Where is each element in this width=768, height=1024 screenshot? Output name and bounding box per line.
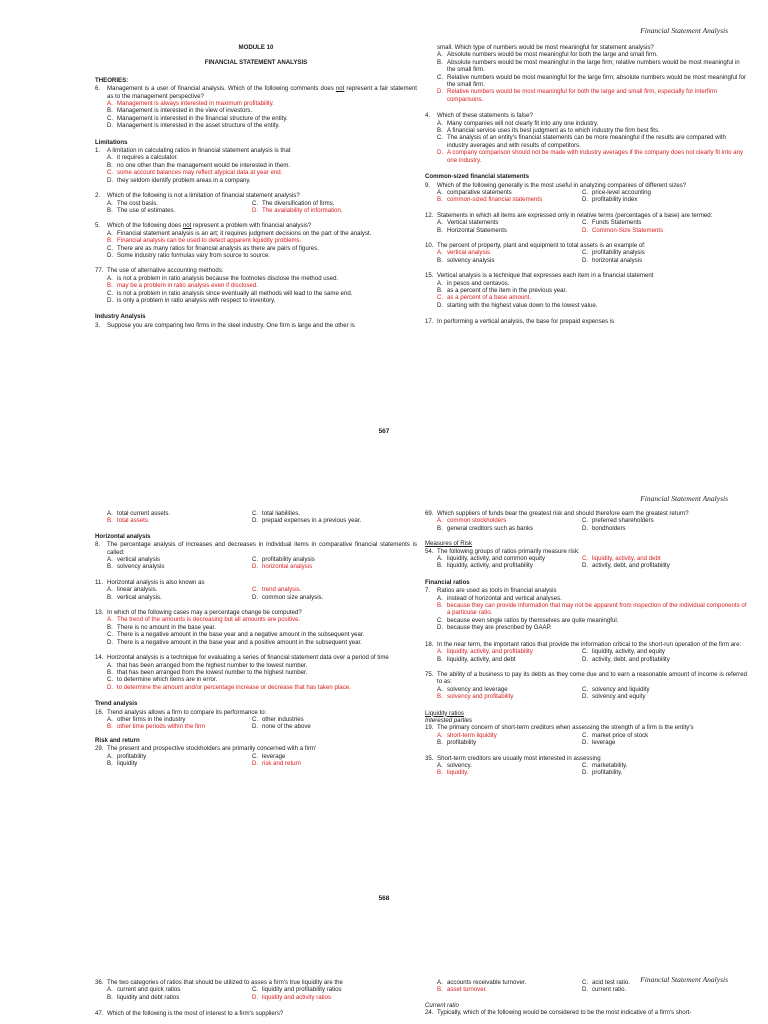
option-a: A. Absolute numbers would be most meaningful for both the large and small firm. xyxy=(437,51,658,59)
option-b: B. Financial analysis can be used to detect apparent liquidity problems. xyxy=(107,237,302,245)
options-grid: A. accounts receivable turnover. C. acid test ratio. B. asset turnover. D. current ratio. xyxy=(437,979,630,994)
left-column xyxy=(95,510,417,767)
question-24: 24. Typically, which of the following would be considered to be the most indicative of a firm's short- xyxy=(425,1009,692,1017)
option-c: C. as a percent of a base amount. xyxy=(437,294,532,302)
question-29: 29. The present and prospective stockholders are primarily concerned with a firm' xyxy=(95,745,317,753)
question-5: 5. Which of the following does not represent a problem with financial analysis? xyxy=(95,222,312,230)
options-grid: A. total current assets. C. total liabilities. B. total assets. D. prepaid expenses in a previous year. xyxy=(107,510,362,525)
question-12: 12. Statements in which all items are expressed only in relative terms (percentages of a base) are termed: xyxy=(425,211,713,219)
question-14: 14. Horizontal analysis is a technique for evaluating a series of financial statement data over a period of time xyxy=(95,654,389,662)
option-a: A. that has been arranged from the highest number to the lowest number. xyxy=(107,661,308,669)
question-17: 17. In performing a vertical analysis, the base for prepaid expenses is xyxy=(425,318,615,326)
running-header: Financial Statement Analysis xyxy=(640,975,728,984)
options-grid: A. linear analysis. C. trend analysis. B. vertical analysis. D. common size analysis. xyxy=(107,586,324,601)
section-heading: Limitations xyxy=(95,138,128,146)
options-grid: A. vertical analysis C. profitability analysis B. solvency analysis D. horizontal analysis xyxy=(437,249,645,264)
question-54: 54. The following groups of ratios primarily measure risk: xyxy=(425,547,580,555)
options-grid: A. comparative statements C. price-level accounting B. common-sized financial statements D. profitability index xyxy=(437,188,651,204)
option-d: D. Relative numbers would be most meaningful for both the large and small firm, especially for interfirm comparisons. xyxy=(437,88,717,103)
option-c: C. to determine which items are in error. xyxy=(107,676,218,684)
option-c: C. There are as many ratios for financial analysis as there are pairs of figures. xyxy=(107,244,319,252)
option-c: C. some account balances may reflect atypical data at year end. xyxy=(107,169,283,177)
question-6: 6. Management is a user of financial analysis. Which of the following comments does not represent a fair statement as to the management perspective? xyxy=(95,85,417,100)
options-grid: A. short-term liquidity C. market price of stock B. profitability D. leverage xyxy=(437,731,649,747)
option-d: D. There is a negative amount in the base year and a positive amount in the subsequent year. xyxy=(107,638,362,646)
question-13: 13. In which of the following cases may a percentage change be computed? xyxy=(95,609,302,617)
options-grid: A. liquidity, activity, and common equity C. liquidity, activity, and debt B. liquidity, activity, and profitability D. activity, debt, and profitability xyxy=(437,555,670,570)
option-c: C. is not a problem in ratio analysis since eventually all methods will lead to the same end. xyxy=(107,289,353,297)
option-b: B. because they can provide information that may not be apparent from inspection of the individual components of a particular ratio. xyxy=(437,602,747,617)
options-grid: A. common stockholders C. preferred shareholders B. general creditors such as banks D. bondholders xyxy=(437,517,654,532)
subsection-heading: Interested parties xyxy=(425,716,473,724)
question-15: 15. Vertical analysis is a technique that expresses each item in a financial statement xyxy=(425,272,654,280)
module-label: MODULE 10 xyxy=(238,44,274,51)
page-number: 567 xyxy=(378,428,390,435)
option-b: B. Absolute numbers would be most meaningful in the large firm; relative numbers would be most meaningful in the small firm. xyxy=(437,58,740,74)
options-grid: A. Vertical statements C. Funds Statements B. Horizontal Statements D. Common-Size Statements xyxy=(437,219,664,234)
question-77: 77. The use of alternative accounting methods: xyxy=(95,267,224,275)
option-a: A. The trend of the amounts is decreasing but all amounts are positive. xyxy=(107,616,301,624)
options-grid: A. solvency. C. marketability. B. liquidity. D. profitability. xyxy=(437,761,628,777)
option-d: D. Some industry ratio formulas vary from source to source. xyxy=(107,251,271,259)
option-a: A. Many companies will not clearly fit into any one industry. xyxy=(437,119,599,127)
question-18: 18. In the near term, the important ratios that provide the information critical to the short-run operation of the firm are: xyxy=(425,640,742,648)
left-column xyxy=(95,44,417,329)
options-grid: A. vertical analysis C. profitability analysis B. solvency analysis D. horizontal analysis xyxy=(107,556,315,571)
section-heading: Financial ratios xyxy=(425,578,470,586)
question-9: 9. Which of the following generally is the most useful in analyzing companies of different sizes? xyxy=(425,181,687,189)
option-d: D. because they are prescribed by GAAP. xyxy=(437,624,552,632)
question-3: 3. Suppose you are comparing two firms in the steel industry. One firm is large and the other is xyxy=(95,321,355,329)
question-36: 36. The two categories of ratios that should be utilized to asses a firm's true liquidity are the xyxy=(95,979,343,986)
option-d: D. Management is interested in the asset structure of the entity. xyxy=(107,122,280,130)
options-grid: A. other firms in the industry C. other industries B. other time periods within the firm D. none of the above xyxy=(107,715,311,731)
question-4: 4. Which of these statements is false? xyxy=(425,112,533,120)
page-568 xyxy=(0,490,768,915)
section-heading: Common-sized financial statements xyxy=(425,173,529,181)
option-c: C. The analysis of an entity's financial statements can be more meaningful if the results are compared with industry averages and with results of competitors. xyxy=(437,134,726,149)
options-grid: A. solvency and leverage C. solvency and liquidity B. solvency and profitability D. solvency and equity xyxy=(437,685,650,701)
question-69: 69. Which suppliers of funds bear the greatest risk and should therefore earn the greatest return? xyxy=(425,510,689,517)
option-d: D. they seldom identify problem areas in a company. xyxy=(107,176,251,184)
option-d: D. is only a problem in ratio analysis with respect to inventory. xyxy=(107,296,276,304)
section-heading: Risk and return xyxy=(95,736,140,744)
options-grid: A. profitability C. leverage B. liquidity D. risk and return xyxy=(107,752,301,767)
section-heading: Liquidity ratios xyxy=(425,709,464,717)
option-c: C. Relative numbers would be most meaningful for the large firm; absolute numbers would be most meaningful for the small firm. xyxy=(437,73,747,89)
option-b: B. A financial service uses its best judgment as to which industry the firm best fits. xyxy=(437,127,660,135)
section-heading: Measures of Risk xyxy=(425,540,473,548)
page-number: 568 xyxy=(378,895,390,902)
option-c: C. because even single ratios by themselves are quite meaningful. xyxy=(437,616,619,624)
option-d: D. A company comparison should not be made with industry averages if the company does not clearly fit into any one industry. xyxy=(437,149,744,164)
section-heading: Horizontal analysis xyxy=(95,532,151,540)
left-column xyxy=(95,979,417,1018)
question-7: 7. Ratios are used as tools in financial analysis xyxy=(425,587,557,595)
question-2: 2. Which of the following is not a limitation of financial statement analysis? xyxy=(95,192,300,200)
option-a: A. Management is always interested in maximum profitability. xyxy=(107,100,275,108)
question-1: 1. A limitation in calculating ratios in financial statement analysis is that xyxy=(95,147,291,155)
page-title: FINANCIAL STATEMENT ANALYSIS xyxy=(204,59,308,67)
right-column xyxy=(425,979,747,1017)
option-b: B. Management is interested in the view of investors. xyxy=(107,107,253,115)
options-grid: A. liquidity, activity, and profitability C. liquidity, activity, and equity B. liquidity, activity, and debt D. activity, debt, and profitability xyxy=(437,648,670,663)
running-header: Financial Statement Analysis xyxy=(640,26,728,35)
options-grid: A. current and quick ratios C. liquidity and profitability ratios B. liquidity and debt ratios D. liquidity and activity ratios xyxy=(107,986,342,1001)
page-567 xyxy=(0,0,768,440)
option-a: A. instead of horizontal and vertical analyses. xyxy=(437,594,562,602)
options-grid: A. The cost basis. C. The diversification of firms. B. The use of estimates. D. The availability of information. xyxy=(107,199,343,214)
option-a: A. in pesos and centavos. xyxy=(437,279,510,287)
running-header: Financial Statement Analysis xyxy=(640,494,728,503)
question-16: 16. Trend analysis allows a firm to compare its performance to: xyxy=(95,708,267,716)
subsection-heading: Current ratio xyxy=(425,1001,459,1009)
right-column xyxy=(425,44,747,326)
option-b: B. no one other than the management would be interested in them. xyxy=(107,161,291,169)
question-3-continued: small. Which type of numbers would be most meaningful for statement analysis? xyxy=(437,44,654,51)
option-b: B. There is no amount in the base year. xyxy=(107,623,216,631)
section-heading: THEORIES: xyxy=(95,76,129,84)
option-a: A. is not a problem in ratio analysis because the footnotes disclose the method used. xyxy=(107,274,339,282)
question-10: 10. The percent of property, plant and equipment to total assets is an example of: xyxy=(425,241,646,249)
question-47: 47. Which of the following is the most of interest to a firm's suppliers? xyxy=(95,1010,284,1018)
option-b: B. that has been arranged from the lowest number to the highest number. xyxy=(107,668,308,676)
option-b: B. may be a problem in ratio analysis even if disclosed. xyxy=(107,282,258,290)
question-35: 35. Short-term creditors are usually most interested in assessing xyxy=(425,754,601,762)
section-heading: Industry Analysis xyxy=(95,313,146,321)
question-8: 8. The percentage analysis of increases and decreases in individual items in comparative financial statements is called: xyxy=(95,541,417,556)
question-11: 11. Horizontal analysis is also known as xyxy=(95,578,205,586)
option-a: A. it requires a calculator. xyxy=(107,154,178,162)
page-569-partial xyxy=(0,975,768,1024)
option-d: D. to determine the amount and/or percentage increase or decrease that has taken place. xyxy=(107,683,351,691)
option-a: A. Financial statement analysis is an art; it requires judgment decisions on the part of the analyst. xyxy=(107,229,372,237)
option-d: D. starting with the highest value down to the lowest value. xyxy=(437,301,598,309)
question-75: 75. The ability of a business to pay its debts as they come due and to earn a reasonable amount of income is referred to as: xyxy=(425,670,747,686)
question-19: 19. The primary concern of short-term creditors when assessing the strength of a firm is the entity's xyxy=(425,724,694,732)
option-b: B. as a percent of the item in the previous year. xyxy=(437,286,567,294)
option-c: C. There is a negative amount in the base year and a negative amount in the subsequent year. xyxy=(107,631,365,639)
section-heading: Trend analysis xyxy=(95,700,138,708)
option-c: C. Management is interested in the financial structure of the entity. xyxy=(107,114,288,122)
right-column xyxy=(425,510,747,777)
